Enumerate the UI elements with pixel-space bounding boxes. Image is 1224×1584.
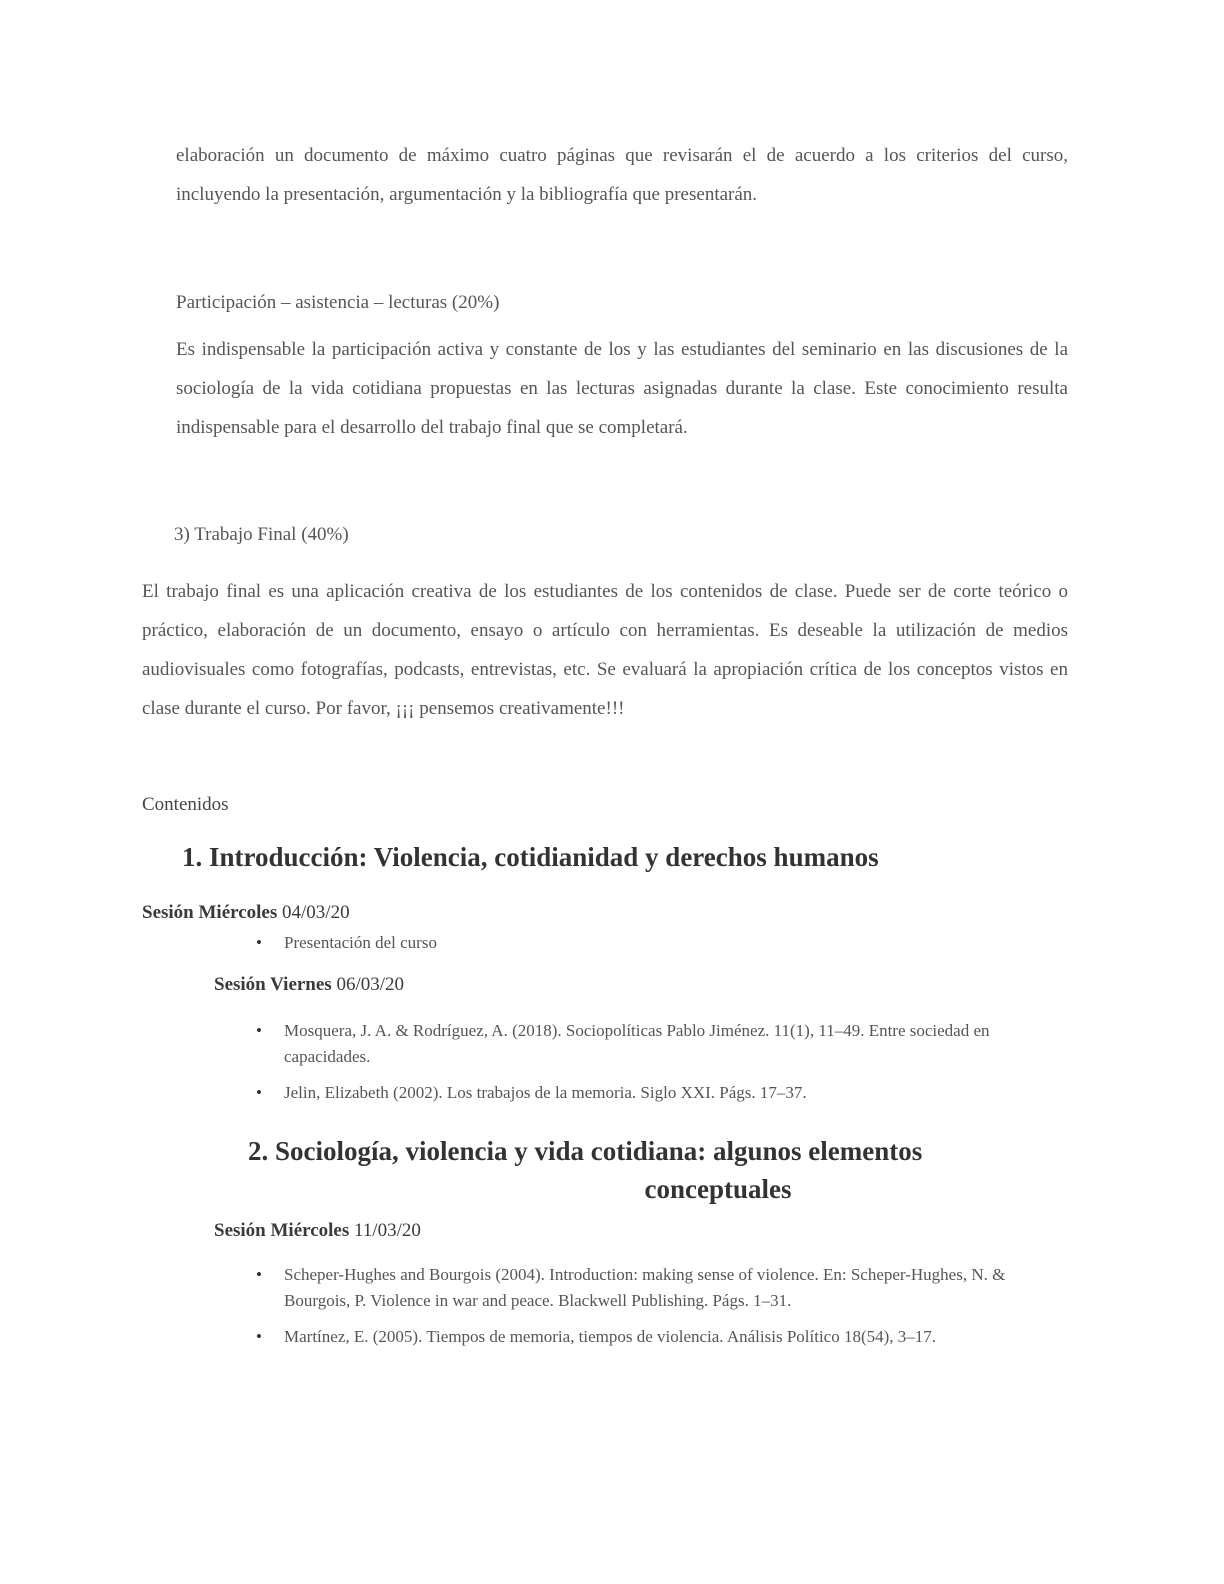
bullet-icon: •: [256, 1021, 262, 1040]
session-date: 11/03/20: [354, 1220, 421, 1241]
unit2-session1-list: [254, 1262, 1070, 1360]
list-item: • Mosquera, J. A. & Rodríguez, A. (2018). Sociopolíticas Pablo Jiménez. 11(1), 11–49. Entre sociedad en capacidades.: [254, 1018, 1034, 1070]
participation-heading: Participación – asistencia – lecturas (20%): [176, 292, 500, 313]
list-item: • Presentación del curso: [254, 930, 1054, 956]
session-date: 06/03/20: [336, 974, 405, 995]
contents-label: Contenidos: [142, 794, 229, 815]
unit1-session1-heading: [142, 902, 350, 924]
unit1-session2-list: [254, 1018, 1034, 1116]
final-work-heading: 3) Trabajo Final (40%): [174, 524, 349, 545]
participation-paragraph: Es indispensable la participación activa y constante de los y las estudiantes del seminario en las discusiones de la sociología de la vida cotidiana propuestas en las lecturas asignadas durante la clase. Este conocimiento resulta indispensable para el desarrollo del trabajo final que se completará.: [176, 339, 1068, 438]
bullet-icon: •: [256, 1265, 262, 1284]
session-label: Sesión Miércoles: [214, 1220, 350, 1241]
session-label: Sesión Miércoles: [142, 902, 278, 923]
unit2-title-line1: 2. Sociología, violencia y vida cotidiana: algunos elementos: [248, 1136, 923, 1166]
final-work-paragraph: El trabajo final es una aplicación creativa de los estudiantes de los contenidos de clase. Puede ser de corte teórico o práctico, elaboración de un documento, ensayo o artículo con herramientas. Es deseable la utilización de medios audiovisuales como fotografías, podcasts, entrevistas, etc. Se evaluará la apropiación crítica de los conceptos vistos en clase durante el curso. Por favor, ¡¡¡ pensemos creativamente!!!: [142, 581, 1068, 719]
list-item: • Scheper-Hughes and Bourgois (2004). Introduction: making sense of violence. En: Scheper-Hughes, N. & Bourgois, P. Violence in war and peace. Blackwell Publishing. Págs. 1–31.: [254, 1262, 1070, 1314]
unit2-title: [248, 1132, 1068, 1208]
list-item: • Martínez, E. (2005). Tiempos de memoria, tiempos de violencia. Análisis Político 18(54), 3–17.: [254, 1324, 1070, 1350]
unit2-session1-heading: [214, 1220, 421, 1242]
session-label: Sesión Viernes: [214, 974, 332, 995]
bullet-icon: •: [256, 1327, 262, 1346]
list-item: • Jelin, Elizabeth (2002). Los trabajos de la memoria. Siglo XXI. Págs. 17–37.: [254, 1080, 1034, 1106]
session-date: 04/03/20: [282, 902, 350, 923]
unit1-session1-list: [254, 930, 1054, 966]
unit1-session2-heading: [214, 974, 404, 996]
unit2-title-line2: conceptuales: [644, 1174, 792, 1204]
unit1-title: 1. Introducción: Violencia, cotidianidad y derechos humanos: [182, 842, 879, 872]
bullet-icon: •: [256, 1083, 262, 1102]
intro-paragraph: elaboración un documento de máximo cuatro páginas que revisarán el de acuerdo a los criterios del curso, incluyendo la presentación, argumentación y la bibliografía que presentarán.: [176, 145, 1068, 205]
bullet-icon: •: [256, 933, 262, 952]
